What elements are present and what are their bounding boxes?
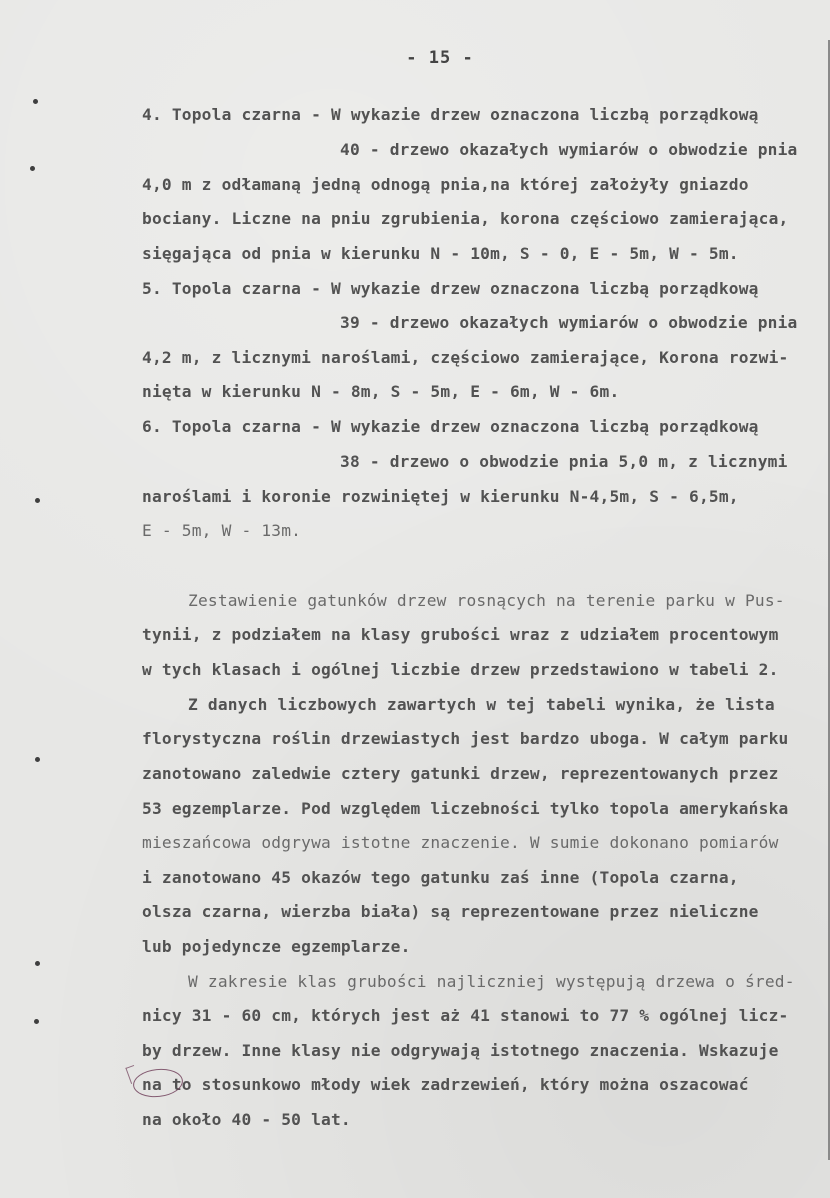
text-line: Z danych liczbowych zawartych w tej tabeli wynika, że lista [188, 695, 775, 714]
binder-hole-mark [34, 1019, 39, 1024]
text-line: zanotowano zaledwie cztery gatunki drzew, reprezentowanych przez [142, 764, 779, 783]
text-line: 4. Topola czarna - W wykazie drzew oznaczona liczbą porządkową [142, 105, 759, 124]
text-line: by drzew. Inne klasy nie odgrywają istotnego znaczenia. Wskazuje [142, 1041, 779, 1060]
text-line: naroślami i koronie rozwiniętej w kierunku N-4,5m, S - 6,5m, [142, 487, 739, 506]
handwritten-circle-mark [132, 1066, 185, 1099]
text-line: W zakresie klas grubości najliczniej występują drzewa o śred- [188, 972, 795, 991]
binder-hole-mark [35, 757, 40, 762]
binder-hole-mark [35, 961, 40, 966]
text-line: 39 - drzewo okazałych wymiarów o obwodzie pnia [340, 313, 798, 332]
text-line: E - 5m, W - 13m. [142, 521, 302, 540]
handwritten-pen-stroke [125, 1065, 139, 1084]
text-line: lub pojedyncze egzemplarze. [142, 937, 411, 956]
text-line: bociany. Liczne na pniu zgrubienia, korona częściowo zamierająca, [142, 209, 789, 228]
text-line: florystyczna roślin drzewiastych jest bardzo uboga. W całym parku [142, 729, 789, 748]
text-line: 5. Topola czarna - W wykazie drzew oznaczona liczbą porządkową [142, 279, 759, 298]
text-line: nicy 31 - 60 cm, których jest aż 41 stanowi to 77 % ogólnej licz- [142, 1006, 789, 1025]
text-line: 4,0 m z odłamaną jedną odnogą pnia,na której założyły gniazdo [142, 175, 749, 194]
binder-hole-mark [35, 498, 40, 503]
text-line: nięta w kierunku N - 8m, S - 5m, E - 6m, W - 6m. [142, 382, 620, 401]
text-line: tynii, z podziałem na klasy grubości wraz z udziałem procentowym [142, 625, 779, 644]
binder-hole-mark [30, 166, 35, 171]
text-line: na to stosunkowo młody wiek zadrzewień, który można oszacować [142, 1075, 749, 1094]
text-line: i zanotowano 45 okazów tego gatunku zaś inne (Topola czarna, [142, 868, 739, 887]
page-number: - 15 - [406, 48, 474, 68]
binder-hole-mark [33, 99, 38, 104]
text-line: sięgająca od pnia w kierunku N - 10m, S - 0, E - 5m, W - 5m. [142, 244, 739, 263]
text-line: w tych klasach i ogólnej liczbie drzew przedstawiono w tabeli 2. [142, 660, 779, 679]
text-line: Zestawienie gatunków drzew rosnących na terenie parku w Pus- [188, 591, 785, 610]
text-line: 6. Topola czarna - W wykazie drzew oznaczona liczbą porządkową [142, 417, 759, 436]
text-line: 53 egzemplarze. Pod względem liczebności tylko topola amerykańska [142, 799, 789, 818]
text-line: 4,2 m, z licznymi naroślami, częściowo zamierające, Korona rozwi- [142, 348, 789, 367]
text-line: na około 40 - 50 lat. [142, 1110, 351, 1129]
text-line: mieszańcowa odgrywa istotne znaczenie. W sumie dokonano pomiarów [142, 833, 779, 852]
text-line: 38 - drzewo o obwodzie pnia 5,0 m, z licznymi [340, 452, 788, 471]
text-line: 40 - drzewo okazałych wymiarów o obwodzie pnia [340, 140, 798, 159]
text-line: olsza czarna, wierzba biała) są reprezentowane przez nieliczne [142, 902, 759, 921]
